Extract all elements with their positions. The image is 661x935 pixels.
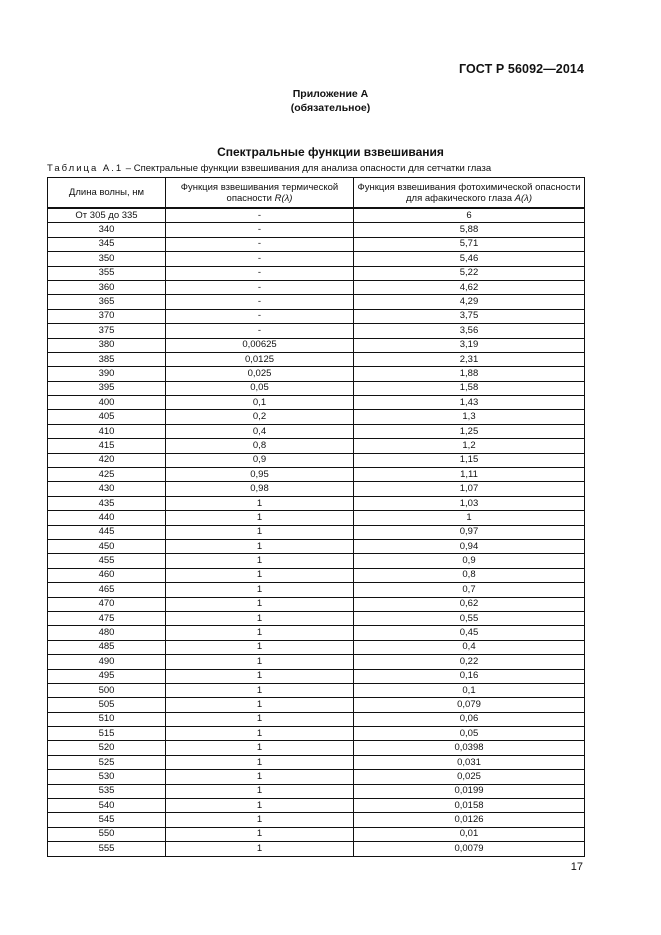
cell-thermal-value: 1 (166, 698, 354, 712)
table-row (48, 554, 585, 568)
table-row (48, 482, 585, 496)
table-row (48, 698, 585, 712)
cell-thermal-value: 1 (166, 597, 354, 611)
cell-photochemical-value: 0,0158 (354, 799, 585, 813)
header-photochemical-function: Функция взвешивания фотохимической опасности для афакического глаза A(λ) (354, 178, 585, 209)
cell-photochemical-value: 0,025 (354, 770, 585, 784)
cell-wavelength: 380 (48, 338, 166, 352)
cell-photochemical-value: 5,88 (354, 223, 585, 237)
cell-wavelength: 440 (48, 511, 166, 525)
table-row (48, 410, 585, 424)
cell-photochemical-value: 1,07 (354, 482, 585, 496)
table-row (48, 827, 585, 841)
table-header-row (48, 178, 585, 209)
cell-thermal-value: - (166, 223, 354, 237)
table-row (48, 324, 585, 338)
table-row (48, 655, 585, 669)
cell-thermal-value: - (166, 252, 354, 266)
cell-wavelength: 480 (48, 626, 166, 640)
cell-photochemical-value: 1,03 (354, 496, 585, 510)
table-row (48, 597, 585, 611)
appendix-status: (обязательное) (290, 102, 371, 114)
table-row (48, 295, 585, 309)
table-row (48, 799, 585, 813)
cell-wavelength: 410 (48, 424, 166, 438)
cell-wavelength: 420 (48, 453, 166, 467)
photochemical-function-symbol: A(λ) (514, 192, 533, 204)
cell-thermal-value: 1 (166, 626, 354, 640)
appendix-title: Приложение А (292, 88, 369, 100)
cell-photochemical-value: 1,11 (354, 468, 585, 482)
cell-photochemical-value: 1 (354, 511, 585, 525)
cell-wavelength: 350 (48, 252, 166, 266)
cell-wavelength: 385 (48, 352, 166, 366)
cell-thermal-value: - (166, 208, 354, 223)
cell-wavelength: 490 (48, 655, 166, 669)
cell-photochemical-value: 5,46 (354, 252, 585, 266)
cell-wavelength: 360 (48, 280, 166, 294)
cell-thermal-value: 1 (166, 712, 354, 726)
cell-thermal-value: - (166, 280, 354, 294)
cell-thermal-value: 0,00625 (166, 338, 354, 352)
table-caption-label: Таблица А.1 (47, 163, 124, 174)
cell-wavelength: 435 (48, 496, 166, 510)
table-row (48, 338, 585, 352)
table-row (48, 424, 585, 438)
cell-photochemical-value: 3,56 (354, 324, 585, 338)
document-code: ГОСТ Р 56092—2014 (458, 62, 584, 76)
cell-wavelength: От 305 до 335 (48, 208, 166, 223)
cell-photochemical-value: 0,9 (354, 554, 585, 568)
cell-thermal-value: - (166, 324, 354, 338)
table-row (48, 712, 585, 726)
cell-thermal-value: 1 (166, 525, 354, 539)
cell-wavelength: 470 (48, 597, 166, 611)
cell-wavelength: 460 (48, 568, 166, 582)
cell-thermal-value: 0,0125 (166, 352, 354, 366)
cell-wavelength: 530 (48, 770, 166, 784)
cell-photochemical-value: 4,29 (354, 295, 585, 309)
cell-thermal-value: 0,9 (166, 453, 354, 467)
cell-photochemical-value: 0,94 (354, 539, 585, 553)
table-row (48, 396, 585, 410)
cell-wavelength: 445 (48, 525, 166, 539)
cell-wavelength: 415 (48, 439, 166, 453)
header-thermal-function: Функция взвешивания термической опасности R(λ) (166, 178, 354, 209)
cell-photochemical-value: 1,88 (354, 367, 585, 381)
cell-photochemical-value: 6 (354, 208, 585, 223)
cell-wavelength: 545 (48, 813, 166, 827)
cell-wavelength: 425 (48, 468, 166, 482)
cell-thermal-value: 1 (166, 683, 354, 697)
cell-wavelength: 535 (48, 784, 166, 798)
cell-wavelength: 365 (48, 295, 166, 309)
table-caption (47, 163, 491, 174)
cell-photochemical-value: 0,0079 (354, 842, 585, 856)
cell-photochemical-value: 5,22 (354, 266, 585, 280)
cell-photochemical-value: 0,8 (354, 568, 585, 582)
cell-thermal-value: 1 (166, 741, 354, 755)
table-body (48, 208, 585, 856)
table-row (48, 784, 585, 798)
cell-thermal-value: 1 (166, 554, 354, 568)
cell-photochemical-value: 1,3 (354, 410, 585, 424)
cell-thermal-value: - (166, 309, 354, 323)
cell-wavelength: 495 (48, 669, 166, 683)
cell-photochemical-value: 1,43 (354, 396, 585, 410)
cell-photochemical-value: 0,4 (354, 640, 585, 654)
cell-photochemical-value: 0,97 (354, 525, 585, 539)
page-number: 17 (570, 861, 583, 873)
cell-wavelength: 390 (48, 367, 166, 381)
cell-thermal-value: 0,05 (166, 381, 354, 395)
table-row (48, 309, 585, 323)
cell-photochemical-value: 0,0126 (354, 813, 585, 827)
cell-thermal-value: 1 (166, 655, 354, 669)
cell-thermal-value: 0,1 (166, 396, 354, 410)
cell-wavelength: 465 (48, 583, 166, 597)
cell-thermal-value: 1 (166, 496, 354, 510)
cell-wavelength: 555 (48, 842, 166, 856)
thermal-function-symbol: R(λ) (274, 192, 293, 204)
table-row (48, 626, 585, 640)
cell-wavelength: 475 (48, 611, 166, 625)
cell-thermal-value: 1 (166, 799, 354, 813)
table-row (48, 525, 585, 539)
cell-photochemical-value: 1,2 (354, 439, 585, 453)
cell-wavelength: 405 (48, 410, 166, 424)
cell-wavelength: 395 (48, 381, 166, 395)
cell-photochemical-value: 0,079 (354, 698, 585, 712)
cell-photochemical-value: 0,0199 (354, 784, 585, 798)
cell-wavelength: 540 (48, 799, 166, 813)
table-row (48, 252, 585, 266)
table-row (48, 611, 585, 625)
cell-thermal-value: - (166, 295, 354, 309)
table-row (48, 539, 585, 553)
cell-thermal-value: 1 (166, 784, 354, 798)
table-row (48, 223, 585, 237)
cell-wavelength: 510 (48, 712, 166, 726)
table-row (48, 583, 585, 597)
cell-wavelength: 450 (48, 539, 166, 553)
cell-photochemical-value: 0,55 (354, 611, 585, 625)
table-row (48, 453, 585, 467)
cell-thermal-value: 1 (166, 770, 354, 784)
table-row (48, 237, 585, 251)
table-row (48, 352, 585, 366)
cell-thermal-value: 1 (166, 727, 354, 741)
table-row (48, 727, 585, 741)
cell-photochemical-value: 3,75 (354, 309, 585, 323)
table-row (48, 640, 585, 654)
cell-thermal-value: 0,025 (166, 367, 354, 381)
cell-photochemical-value: 0,45 (354, 626, 585, 640)
header-wavelength: Длина волны, нм (48, 178, 166, 209)
table-row (48, 770, 585, 784)
cell-thermal-value: 0,95 (166, 468, 354, 482)
cell-wavelength: 505 (48, 698, 166, 712)
cell-thermal-value: 0,8 (166, 439, 354, 453)
cell-thermal-value: 1 (166, 640, 354, 654)
appendix-heading (0, 87, 661, 115)
cell-thermal-value: 0,4 (166, 424, 354, 438)
cell-wavelength: 400 (48, 396, 166, 410)
cell-photochemical-value: 3,19 (354, 338, 585, 352)
table-row (48, 208, 585, 223)
table-row (48, 511, 585, 525)
cell-wavelength: 500 (48, 683, 166, 697)
cell-photochemical-value: 0,22 (354, 655, 585, 669)
cell-wavelength: 550 (48, 827, 166, 841)
table-row (48, 842, 585, 856)
table-row (48, 280, 585, 294)
cell-photochemical-value: 0,1 (354, 683, 585, 697)
cell-thermal-value: 1 (166, 755, 354, 769)
table-row (48, 439, 585, 453)
cell-thermal-value: 1 (166, 568, 354, 582)
cell-photochemical-value: 5,71 (354, 237, 585, 251)
cell-photochemical-value: 0,05 (354, 727, 585, 741)
cell-thermal-value: - (166, 266, 354, 280)
table-row (48, 266, 585, 280)
cell-photochemical-value: 0,031 (354, 755, 585, 769)
table-row (48, 755, 585, 769)
cell-thermal-value: 0,98 (166, 482, 354, 496)
table-row (48, 468, 585, 482)
cell-thermal-value: 1 (166, 813, 354, 827)
cell-thermal-value: 1 (166, 539, 354, 553)
cell-thermal-value: 0,2 (166, 410, 354, 424)
cell-wavelength: 370 (48, 309, 166, 323)
cell-wavelength: 485 (48, 640, 166, 654)
cell-photochemical-value: 1,58 (354, 381, 585, 395)
cell-photochemical-value: 0,01 (354, 827, 585, 841)
table-row (48, 669, 585, 683)
cell-wavelength: 520 (48, 741, 166, 755)
cell-wavelength: 525 (48, 755, 166, 769)
table-row (48, 367, 585, 381)
table-row (48, 683, 585, 697)
cell-photochemical-value: 0,62 (354, 597, 585, 611)
cell-photochemical-value: 0,06 (354, 712, 585, 726)
cell-thermal-value: 1 (166, 842, 354, 856)
cell-wavelength: 355 (48, 266, 166, 280)
table-row (48, 381, 585, 395)
cell-photochemical-value: 2,31 (354, 352, 585, 366)
cell-wavelength: 430 (48, 482, 166, 496)
table-caption-text: – Спектральные функции взвешивания для анализа опасности для сетчатки глаза (123, 163, 492, 174)
cell-wavelength: 515 (48, 727, 166, 741)
cell-thermal-value: 1 (166, 669, 354, 683)
cell-photochemical-value: 4,62 (354, 280, 585, 294)
cell-photochemical-value: 0,7 (354, 583, 585, 597)
cell-photochemical-value: 1,15 (354, 453, 585, 467)
cell-photochemical-value: 1,25 (354, 424, 585, 438)
cell-wavelength: 345 (48, 237, 166, 251)
cell-thermal-value: - (166, 237, 354, 251)
cell-wavelength: 340 (48, 223, 166, 237)
cell-thermal-value: 1 (166, 611, 354, 625)
table-row (48, 496, 585, 510)
table-row (48, 813, 585, 827)
cell-wavelength: 455 (48, 554, 166, 568)
cell-thermal-value: 1 (166, 583, 354, 597)
cell-wavelength: 375 (48, 324, 166, 338)
spectral-weighting-table (47, 177, 585, 857)
table-row (48, 568, 585, 582)
table-row (48, 741, 585, 755)
cell-thermal-value: 1 (166, 511, 354, 525)
cell-photochemical-value: 0,16 (354, 669, 585, 683)
section-title: Спектральные функции взвешивания (217, 145, 444, 159)
cell-photochemical-value: 0,0398 (354, 741, 585, 755)
cell-thermal-value: 1 (166, 827, 354, 841)
